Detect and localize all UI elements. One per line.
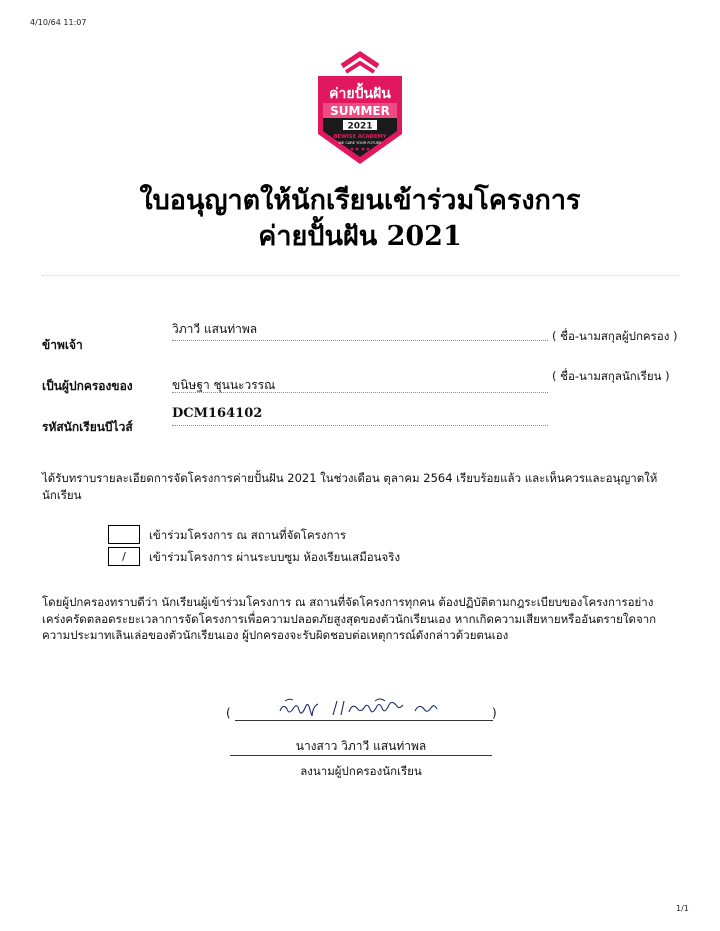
student-id-value: DCM164102 xyxy=(172,406,263,421)
page-number: 1/1 xyxy=(676,904,689,913)
terms-paragraph: โดยผู้ปกครองทราบดีว่า นักเรียนผู้เข้าร่วมโครงการ ณ สถานที่จัดโครงการทุกคน ต้องปฏิบัติตามกฎระเบียบของโครงการอย่างเคร่งครัดตลอดระยะเวลาการจัดโครงการเพื่อความปลอดภัยสูงสุดของตัวนักเรียนเอง หากเกิดความเสียหายหรืออันตรายใดจากความประมาทเลินเล่อของตัวนักเรียนเอง ผู้ปกครองจะรับผิดชอบต่อเหตุการณ์ดังกล่าวด้วยตนเอง xyxy=(42,595,657,642)
option-onsite-checkbox[interactable] xyxy=(108,525,140,544)
student-name-line xyxy=(172,392,548,393)
logo-summer-text: SUMMER xyxy=(330,104,390,118)
student-id-line xyxy=(172,425,548,426)
option-zoom-checkbox[interactable]: / xyxy=(108,547,140,566)
option-onsite-label: เข้าร่วมโครงการ ณ สถานที่จัดโครงการ xyxy=(149,528,347,542)
divider xyxy=(42,275,680,276)
signature-open-paren: ( xyxy=(226,706,231,720)
page-title-line2: ค่ายปั้นฝัน 2021 xyxy=(258,221,462,252)
signature-close-paren: ) xyxy=(492,706,497,720)
logo-thai-text: ค่ายปั้นฝัน xyxy=(329,86,391,102)
student-name-note: ( ชื่อ-นามสกุลนักเรียน ) xyxy=(552,369,670,383)
print-datetime: 4/10/64 11:07 xyxy=(30,18,87,27)
guardian-label: ข้าพเจ้า xyxy=(42,338,83,352)
logo-brand-text: BEWISE ACADEMY xyxy=(333,134,387,140)
student-name-value: ขนิษฐา ชุนนะวรรณ xyxy=(172,378,276,392)
handwritten-signature xyxy=(225,695,500,721)
logo-year-text: 2021 xyxy=(347,121,373,132)
camp-logo xyxy=(310,50,410,170)
signer-name-line xyxy=(230,755,492,756)
student-label: เป็นผู้ปกครองของ xyxy=(42,379,133,393)
signature-caption: ลงนามผู้ปกครองนักเรียน xyxy=(300,764,422,778)
signature-line xyxy=(235,720,493,721)
option-zoom-label: เข้าร่วมโครงการ ผ่านระบบซูม ห้องเรียนเสมือนจริง xyxy=(149,550,401,564)
guardian-name-line xyxy=(172,340,548,341)
guardian-name-note: ( ชื่อ-นามสกุลผู้ปกครอง ) xyxy=(552,329,678,343)
logo-tagline-text: WE CARE YOUR FUTURE xyxy=(338,141,382,145)
student-id-label: รหัสนักเรียนบีไวส์ xyxy=(42,420,133,434)
guardian-name-value: วิภาวี แสนท่าพล xyxy=(172,322,258,336)
page-title-line1: ใบอนุญาตให้นักเรียนเข้าร่วมโครงการ xyxy=(139,185,581,216)
intro-paragraph: ได้รับทราบรายละเอียดการจัดโครงการค่ายปั้นฝัน 2021 ในช่วงเดือน ตุลาคม 2564 เรียบร้อยแล้ว และเห็นควรและอนุญาตให้นักเรียน xyxy=(42,471,658,502)
signer-name: นางสาว วิภาวี แสนท่าพล xyxy=(295,739,427,753)
